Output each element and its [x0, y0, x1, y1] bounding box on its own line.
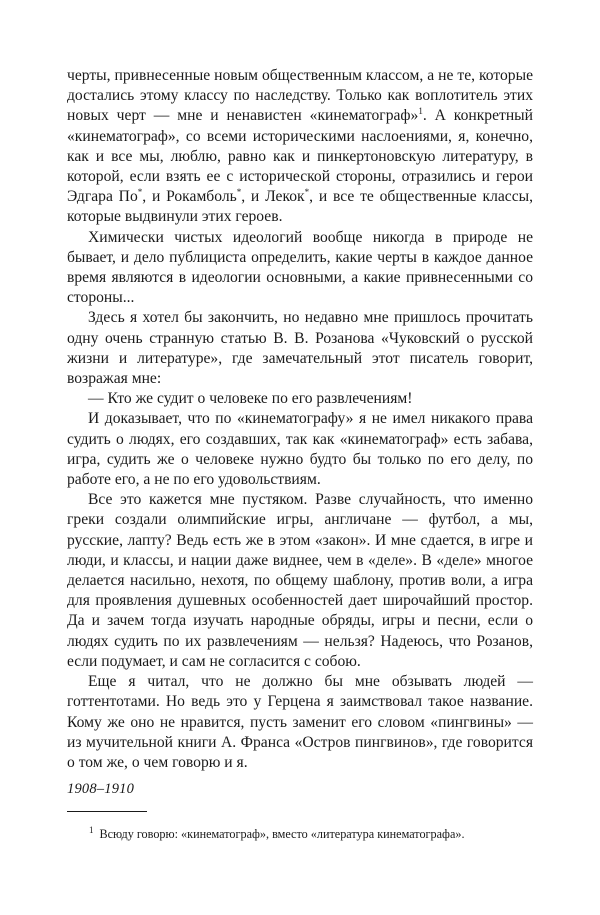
paragraph-2: Химически чистых идеологий вообще никогда в природе не бывает, и дело публициста определить, какие черты в каждое данное время являются в идеологии основными, а какие привнесенными со стороны...: [67, 228, 533, 307]
date-line: 1908–1910: [67, 781, 135, 798]
paragraph-5: Все это кажется мне пустяком. Разве случайность, что именно греки создали олимпийские игры, англичане — футбол, а мы, русские, лапту? Ведь есть же в этом «закон». И мне сдается, в игре и люди, и классы, и нации даже виднее, чем в «деле». В «деле» многое делается насильно, нехотя, по общему шаблону, против воли, а игра для проявления душевных особенностей дает широчайший простор. Да и зачем тогда изучать народные обряды, игры и песни, если о людях судить по их развлечениям — нельзя? Надеюсь, что Розанов, если подумает, и сам не согласится с собою.: [67, 491, 533, 670]
editor-note-mark: *: [304, 187, 310, 198]
dialogue-line: — Кто же судит о человеке по его развлечениям!: [88, 390, 413, 408]
paragraph-1: черты, привнесенные новым общественным классом, а не те, которые достались этому классу по наследству. Только как воплотитель этих новых черт — мне и ненавистен «кинематограф»$^1$. А конкретный «кинематограф», со всеми историческими наслоениями, я, конечно, как и все мы, люблю, равно как и пинкертоновскую литературу, в которой, если взять ее с исторической стороны, отразились и герои Эдгара По*, и Рокамболь*, и Лекок*, и все те общественные классы, которые выдвинули этих героев.: [67, 67, 534, 226]
paragraph-3: Здесь я хотел бы закончить, но недавно мне пришлось прочитать одну очень странную статью В. В. Розанова «Чуковский о русской жизни и литературе», где замечательный этот писатель говорит, возражая мне:: [67, 309, 533, 388]
paragraph-6: Еще я читал, что не должно бы мне обзывать людей — готтентотами. Но ведь это у Герцена я заимствовал такое название. Кому же оно не нравится, пусть заменит его словом «пингвины» — из мучительной книги А. Франса «Остров пингвинов», где говорится о том же, о чем говорю и я.: [67, 673, 533, 771]
footnote-mark: 1: [89, 825, 94, 835]
editor-note-mark: *: [137, 187, 143, 198]
footnote-divider: [67, 811, 147, 812]
footnote-text: Всюду говорю: «кинематограф», вместо «литература кинематографа».: [99, 827, 465, 842]
paragraph-4: И доказывает, что по «кинематографу» я не имел никакого права судить о людях, его создавших, так как «кинематограф» есть забава, игра, судить же о человеке нужно будто бы только по его делу, по работе его, а не по его удовольствиям.: [67, 410, 533, 489]
page-body: [67, 66, 533, 798]
footnote: [89, 822, 465, 842]
editor-note-mark: *: [236, 187, 242, 198]
footnote-ref[interactable]: 1: [418, 106, 423, 117]
